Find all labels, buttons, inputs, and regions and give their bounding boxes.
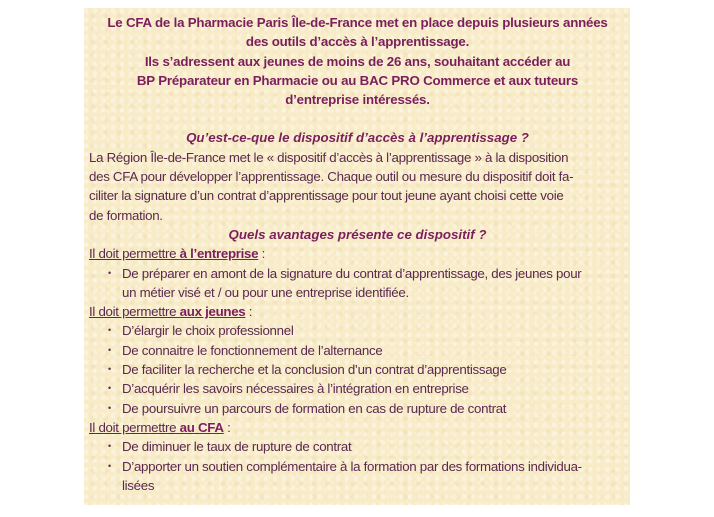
list-item-line: De poursuivre un parcours de formation en cas de rupture de contrat — [122, 400, 507, 416]
bullet-icon: • — [108, 460, 111, 471]
list-item-line: De préparer en amont de la signature du contrat d’apprentissage, des jeunes pour — [122, 265, 582, 281]
section-suffix: : — [258, 246, 266, 262]
bullet-icon: • — [108, 383, 111, 394]
list-item-line: D’acquérir les savoirs nécessaires à l’intégration en entreprise — [122, 381, 469, 397]
section-prefix: Il doit permettre — [89, 419, 180, 435]
section-suffix: : — [245, 304, 253, 320]
list-item-line: D’élargir le choix professionnel — [122, 323, 294, 339]
section-entreprise-list — [89, 264, 626, 303]
paragraph-line: ciliter la signature d’un contrat d’apprentissage pour tout jeune ayant choisi cette voie — [89, 188, 564, 204]
question-2-title: Quels avantages présente ce dispositif ? — [228, 226, 487, 242]
list-item — [89, 264, 626, 303]
question-1-title: Qu’est-ce-que le dispositif d’accès à l’apprentissage ? — [186, 130, 529, 146]
list-item-line: De faciliter la recherche et la conclusion d’un contrat d’apprentissage — [122, 362, 507, 378]
list-item — [89, 321, 626, 340]
section-target: à l’entreprise — [179, 246, 259, 262]
list-item — [89, 399, 626, 418]
intro-line-2: des outils d’accès à l’apprentissage. — [245, 34, 470, 50]
list-item-line: un métier visé et / ou pour une entreprise identifiée. — [122, 284, 409, 300]
section-target: au CFA — [179, 419, 224, 435]
bullet-icon: • — [108, 402, 111, 413]
list-item — [89, 379, 626, 398]
info-panel — [84, 8, 630, 505]
intro-line-4: BP Préparateur en Pharmacie ou au BAC PRO Commerce et aux tuteurs — [136, 72, 579, 88]
bullet-icon: • — [108, 344, 111, 355]
spacer — [89, 109, 626, 128]
list-item-line: lisées — [122, 477, 155, 493]
section-cfa-list — [89, 437, 626, 495]
list-item — [89, 437, 626, 456]
section-entreprise-heading — [89, 244, 626, 263]
section-target: aux jeunes — [179, 304, 246, 320]
intro-block — [89, 13, 626, 109]
bullet-icon: • — [108, 441, 111, 452]
section-prefix: Il doit permettre — [89, 304, 180, 320]
section-cfa-heading — [89, 418, 626, 437]
list-item — [89, 341, 626, 360]
paragraph-line: La Région Île-de-France met le « dispositif d’accès à l’apprentissage » à la disposition — [89, 149, 569, 165]
list-item — [89, 457, 626, 496]
bullet-icon: • — [108, 325, 111, 336]
list-item — [89, 360, 626, 379]
section-prefix: Il doit permettre — [89, 246, 180, 262]
intro-line-1: Le CFA de la Pharmacie Paris Île-de-France met en place depuis plusieurs années — [107, 15, 608, 30]
bullet-icon: • — [108, 267, 111, 278]
list-item-line: D’apporter un soutien complémentaire à la formation par des formations individua- — [122, 458, 582, 474]
section-suffix: : — [223, 419, 231, 435]
intro-line-3: Ils s’adressent aux jeunes de moins de 26 ans, souhaitant accéder au — [144, 53, 571, 69]
section-jeunes-list — [89, 321, 626, 417]
intro-line-5: d’entreprise intéressés. — [285, 92, 430, 108]
list-item-line: De diminuer le taux de rupture de contrat — [122, 439, 352, 455]
question-1-paragraph — [89, 148, 626, 225]
list-item-line: De connaitre le fonctionnement de l’alternance — [122, 342, 383, 358]
paragraph-line: de formation. — [89, 207, 163, 223]
section-jeunes-heading — [89, 302, 626, 321]
paragraph-line: des CFA pour développer l’apprentissage. Chaque outil ou mesure du dispositif doit fa- — [89, 169, 574, 185]
bullet-icon: • — [108, 364, 111, 375]
